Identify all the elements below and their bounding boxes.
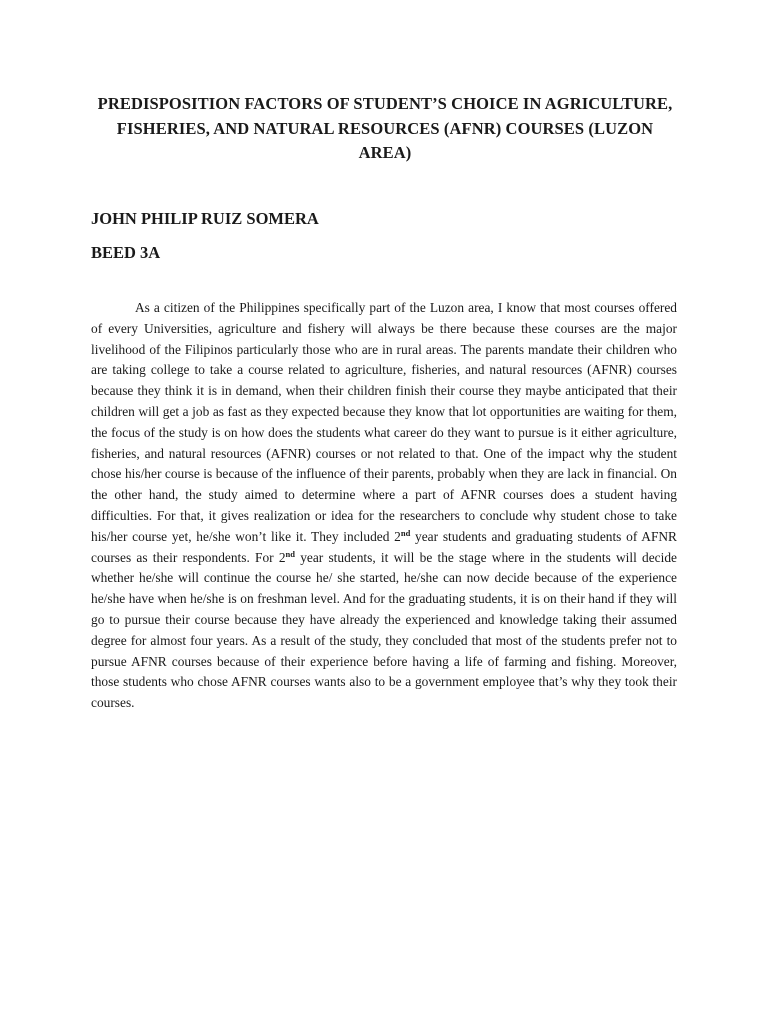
author-name: JOHN PHILIP RUIZ SOMERA [91, 209, 319, 228]
body-text-part-1: As a citizen of the Philippines specifically part of the Luzon area, I know that most courses offered of every Universities, agriculture and fishery will always be there because these courses are the major livelihood of the Filipinos particularly those who are in rural areas. The parents mandate their children who are taking college to take a course related to agriculture, fisheries, and natural resources (AFNR) courses because they think it is in demand, when their children finish their course they maybe anticipated that their children will get a job as fast as they expected because they know that lot opportunities are waiting for them, the focus of the study is on how does the students what career do they want to pursue is it either agriculture, fisheries, and natural resources (AFNR) courses or not related to that. One of the impact why the student chose his/her course is because of the influence of their parents, probably when they are lack in financial. On the other hand, the study aimed to determine where a part of AFNR courses does a student having difficulties. For that, it gives realization or idea for the researchers to conclude why student chose to take his/her course yet, he/she won’t like it. They included 2 [91, 300, 677, 544]
body-paragraph [91, 298, 677, 714]
body-text-part-3: year students, it will be the stage where in the students will decide whether he/she will continue the course he/ she started, he/she can now decide because of the experience he/she have when he/she is on freshman level. And for the graduating students, it is on their hand if they will go to pursue their course because they have already the experienced and knowledge taking their assumed degree for almost four years. As a result of the study, they concluded that most of the students prefer not to pursue AFNR courses because of their experience before having a life of farming and fishing. Moreover, those students who chose AFNR courses wants also to be a government employee that’s why they took their courses. [91, 549, 677, 711]
body-text-part-2: year students and graduating students of AFNR courses as their respondents. For 2 [91, 528, 677, 565]
document-title: PREDISPOSITION FACTORS OF STUDENT’S CHOICE IN AGRICULTURE, FISHERIES, AND NATURAL RESOURCES (AFNR) COURSES (LUZON AREA) [97, 94, 673, 162]
ordinal-superscript-2: nd [285, 548, 295, 559]
section-label: BEED 3A [91, 243, 161, 262]
ordinal-superscript-1: nd [400, 527, 411, 538]
